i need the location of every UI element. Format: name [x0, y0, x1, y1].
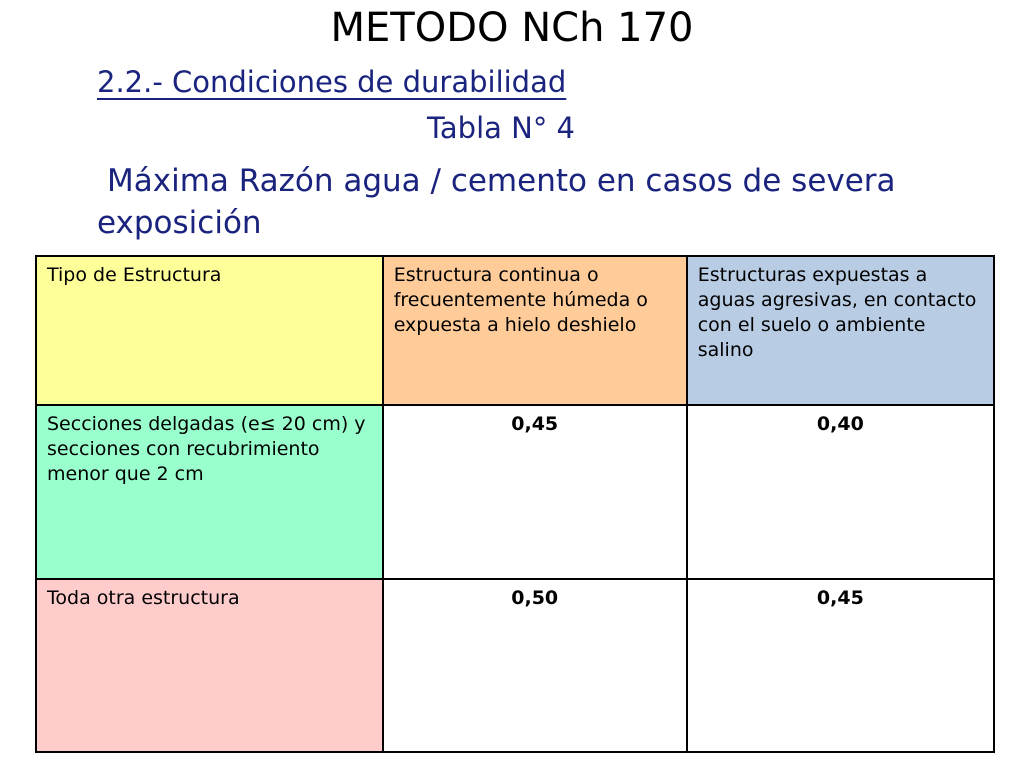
table-row — [36, 405, 994, 579]
row-label-thin-sections: Secciones delgadas (e≤ 20 cm) y secciones con recubrimiento menor que 2 cm — [36, 405, 383, 579]
value-cell: 0,50 — [383, 579, 687, 752]
value-cell: 0,45 — [687, 579, 994, 752]
water-cement-ratio-table — [35, 255, 995, 753]
slide-title: METODO NCh 170 — [330, 5, 694, 51]
header-aggressive-exposure: Estructuras expuestas a aguas agresivas, en contacto con el suelo o ambiente salino — [687, 256, 994, 405]
section-heading: 2.2.- Condiciones de durabilidad — [97, 65, 567, 99]
header-structure-type: Tipo de Estructura — [36, 256, 383, 405]
table-number: Tabla N° 4 — [427, 111, 576, 145]
value-cell: 0,45 — [383, 405, 687, 579]
table-row — [36, 579, 994, 752]
row-label-other-structures: Toda otra estructura — [36, 579, 383, 752]
value-cell: 0,40 — [687, 405, 994, 579]
table-caption — [97, 160, 917, 244]
header-continuous-humid: Estructura continua o frecuentemente húmeda o expuesta a hielo deshielo — [383, 256, 687, 405]
table-header-row — [36, 256, 994, 405]
table-caption-text: Máxima Razón agua / cemento en casos de severa exposición — [97, 163, 896, 241]
